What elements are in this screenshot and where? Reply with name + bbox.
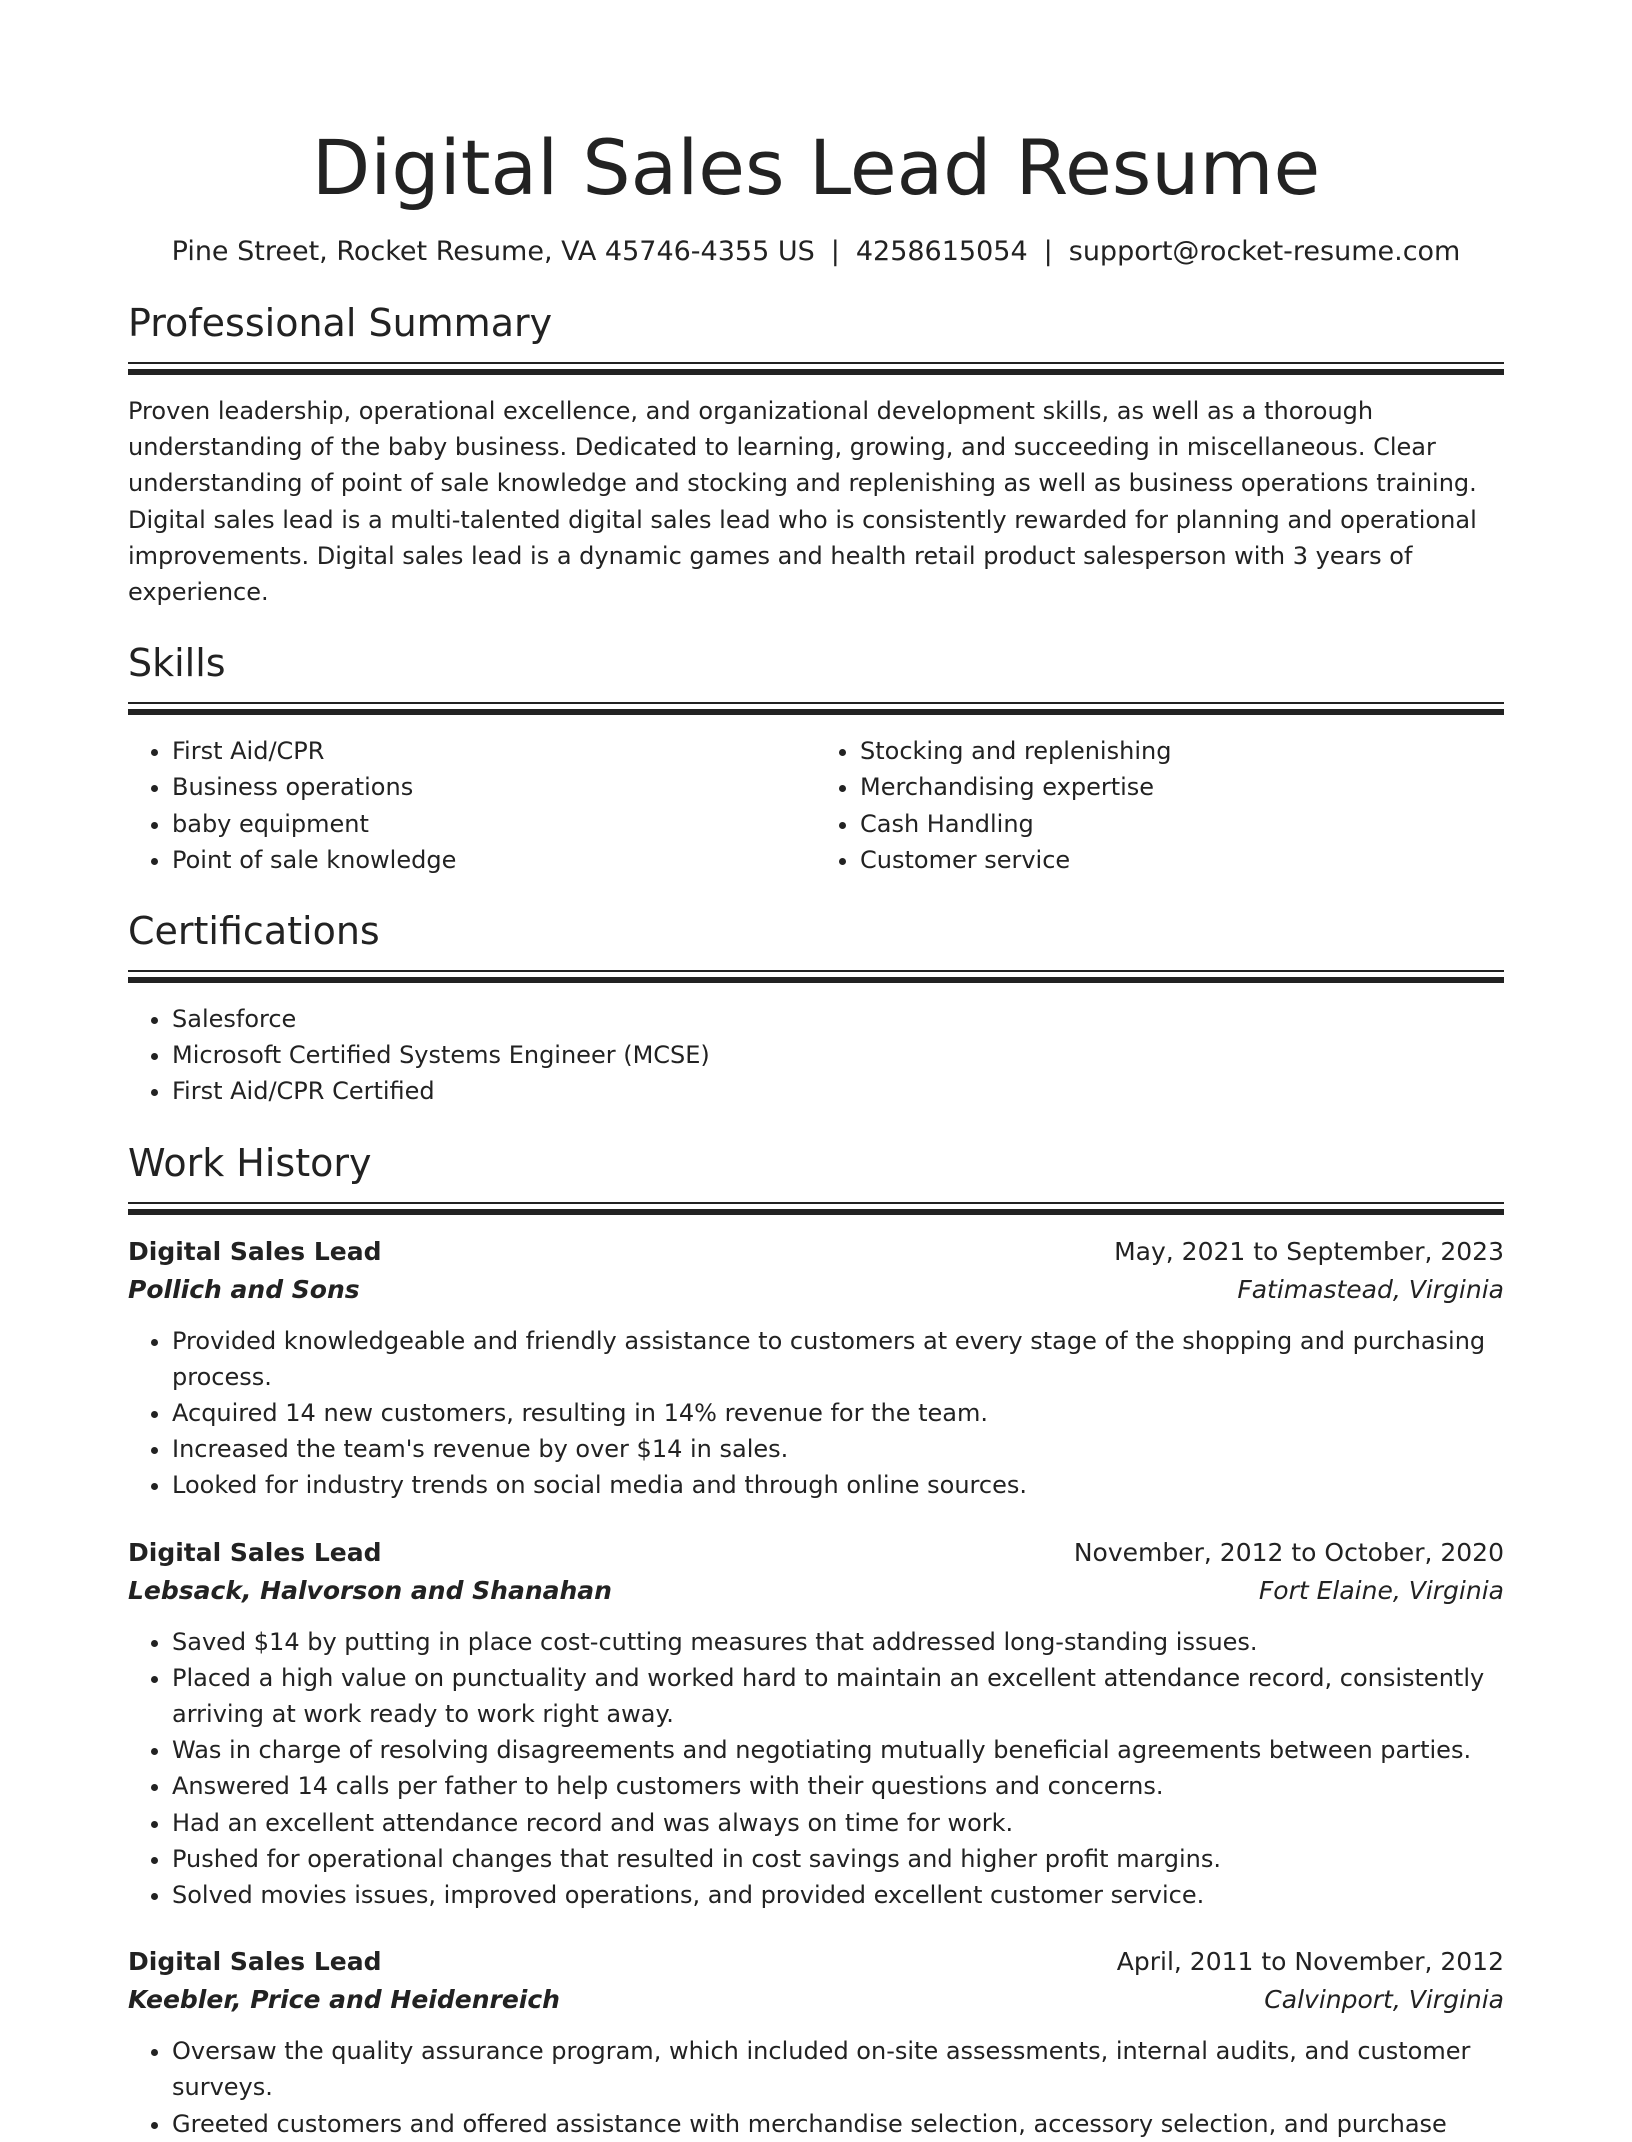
contact-line — [128, 232, 1504, 272]
list-item: • Greeted customers and offered assistance with merchandise selection, accessory selection, and purchase — [172, 2106, 1504, 2142]
job-entry — [128, 1233, 1504, 1504]
job-location: Fort Elaine, Virginia — [1258, 1575, 1504, 1605]
certifications-list — [128, 1001, 1504, 1110]
job-title: Digital Sales Lead — [128, 1537, 382, 1567]
job-dates: November, 2012 to October, 2020 — [1073, 1537, 1504, 1567]
section-divider — [128, 702, 1504, 715]
list-item: • Customer service — [860, 842, 1504, 878]
certifications-section — [128, 906, 1504, 1110]
list-item: • Looked for industry trends on social media and through online sources. — [172, 1467, 1504, 1503]
list-item: • Solved movies issues, improved operations, and provided excellent customer service. — [172, 1877, 1504, 1913]
job-title: Digital Sales Lead — [128, 1947, 382, 1977]
company-name: Keebler, Price and Heidenreich — [128, 1985, 560, 2015]
skills-left-column — [128, 733, 816, 878]
section-heading: Work History — [128, 1140, 372, 1185]
list-item: • Business operations — [172, 769, 816, 805]
section-divider — [128, 362, 1504, 375]
company-name: Lebsack, Halvorson and Shanahan — [128, 1575, 612, 1605]
list-item: • Merchandising expertise — [860, 769, 1504, 805]
list-item: • Pushed for operational changes that resulted in cost savings and higher profit margins. — [172, 1841, 1504, 1877]
job-entry — [128, 1943, 1504, 2142]
section-divider — [128, 970, 1504, 983]
section-heading: Certifications — [128, 909, 380, 954]
summary-text: Proven leadership, operational excellence, and organizational development skills, as well as a thorough understanding of the baby business. Dedicated to learning, growing, and succeeding in miscellaneous. Clear understanding of point of sale knowledge and stocking and replenishing as well as business operations training. Digital sales lead is a multi-talented digital sales lead who is consistently rewarded for planning and operational improvements. Digital sales lead is a dynamic games and health retail product salesperson with 3 years of experience. — [128, 397, 1477, 607]
skills-section — [128, 638, 1504, 878]
section-divider — [128, 1202, 1504, 1215]
job-bullets — [128, 1323, 1504, 1504]
job-dates: May, 2021 to September, 2023 — [1114, 1236, 1504, 1266]
job-location: Calvinport, Virginia — [1264, 1985, 1504, 2015]
list-item: • Microsoft Certified Systems Engineer (MCSE) — [172, 1037, 1504, 1073]
list-item: • Stocking and replenishing — [860, 733, 1504, 769]
list-item: • Saved $14 by putting in place cost-cutting measures that addressed long-standing issues. — [172, 1624, 1504, 1660]
section-heading: Professional Summary — [128, 301, 553, 345]
work-history-section — [128, 1138, 1504, 2142]
job-location: Fatimastead, Virginia — [1237, 1274, 1504, 1304]
email: support@rocket-resume.com — [1068, 236, 1461, 267]
list-item: • Provided knowledgeable and friendly assistance to customers at every stage of the shopping and purchasing process. — [172, 1323, 1504, 1395]
separator: | — [1043, 236, 1053, 267]
list-item: • Point of sale knowledge — [172, 842, 816, 878]
list-item: • First Aid/CPR — [172, 733, 816, 769]
section-heading: Skills — [128, 641, 226, 686]
skills-list — [128, 733, 1504, 878]
job-dates: April, 2011 to November, 2012 — [1116, 1947, 1504, 1977]
job-bullets — [128, 1624, 1504, 1914]
list-item: • Oversaw the quality assurance program, which included on-site assessments, internal audits, and customer surveys. — [172, 2033, 1504, 2105]
list-item: • Placed a high value on punctuality and worked hard to maintain an excellent attendance record, consistently arriving at work ready to work right away. — [172, 1660, 1504, 1732]
list-item: • Acquired 14 new customers, resulting in 14% revenue for the team. — [172, 1395, 1504, 1431]
list-item: • Was in charge of resolving disagreements and negotiating mutually beneficial agreements between parties. — [172, 1732, 1504, 1768]
skills-right-column — [816, 733, 1504, 878]
list-item: • Had an excellent attendance record and was always on time for work. — [172, 1805, 1504, 1841]
job-title: Digital Sales Lead — [128, 1236, 382, 1266]
professional-summary-section — [128, 298, 1504, 610]
list-item: • Increased the team's revenue by over $14 in sales. — [172, 1431, 1504, 1467]
list-item: • Answered 14 calls per father to help customers with their questions and concerns. — [172, 1768, 1504, 1804]
list-item: • baby equipment — [172, 806, 816, 842]
phone: 4258615054 — [855, 236, 1028, 267]
address: Pine Street, Rocket Resume, VA 45746-4355 US — [171, 236, 815, 267]
job-bullets — [128, 2033, 1504, 2142]
company-name: Pollich and Sons — [128, 1274, 360, 1304]
list-item: • First Aid/CPR Certified — [172, 1073, 1504, 1109]
list-item: • Cash Handling — [860, 806, 1504, 842]
job-entry — [128, 1534, 1504, 1914]
separator: | — [830, 236, 840, 267]
resume-title: Digital Sales Lead Resume — [311, 123, 1321, 212]
list-item: • Salesforce — [172, 1001, 1504, 1037]
